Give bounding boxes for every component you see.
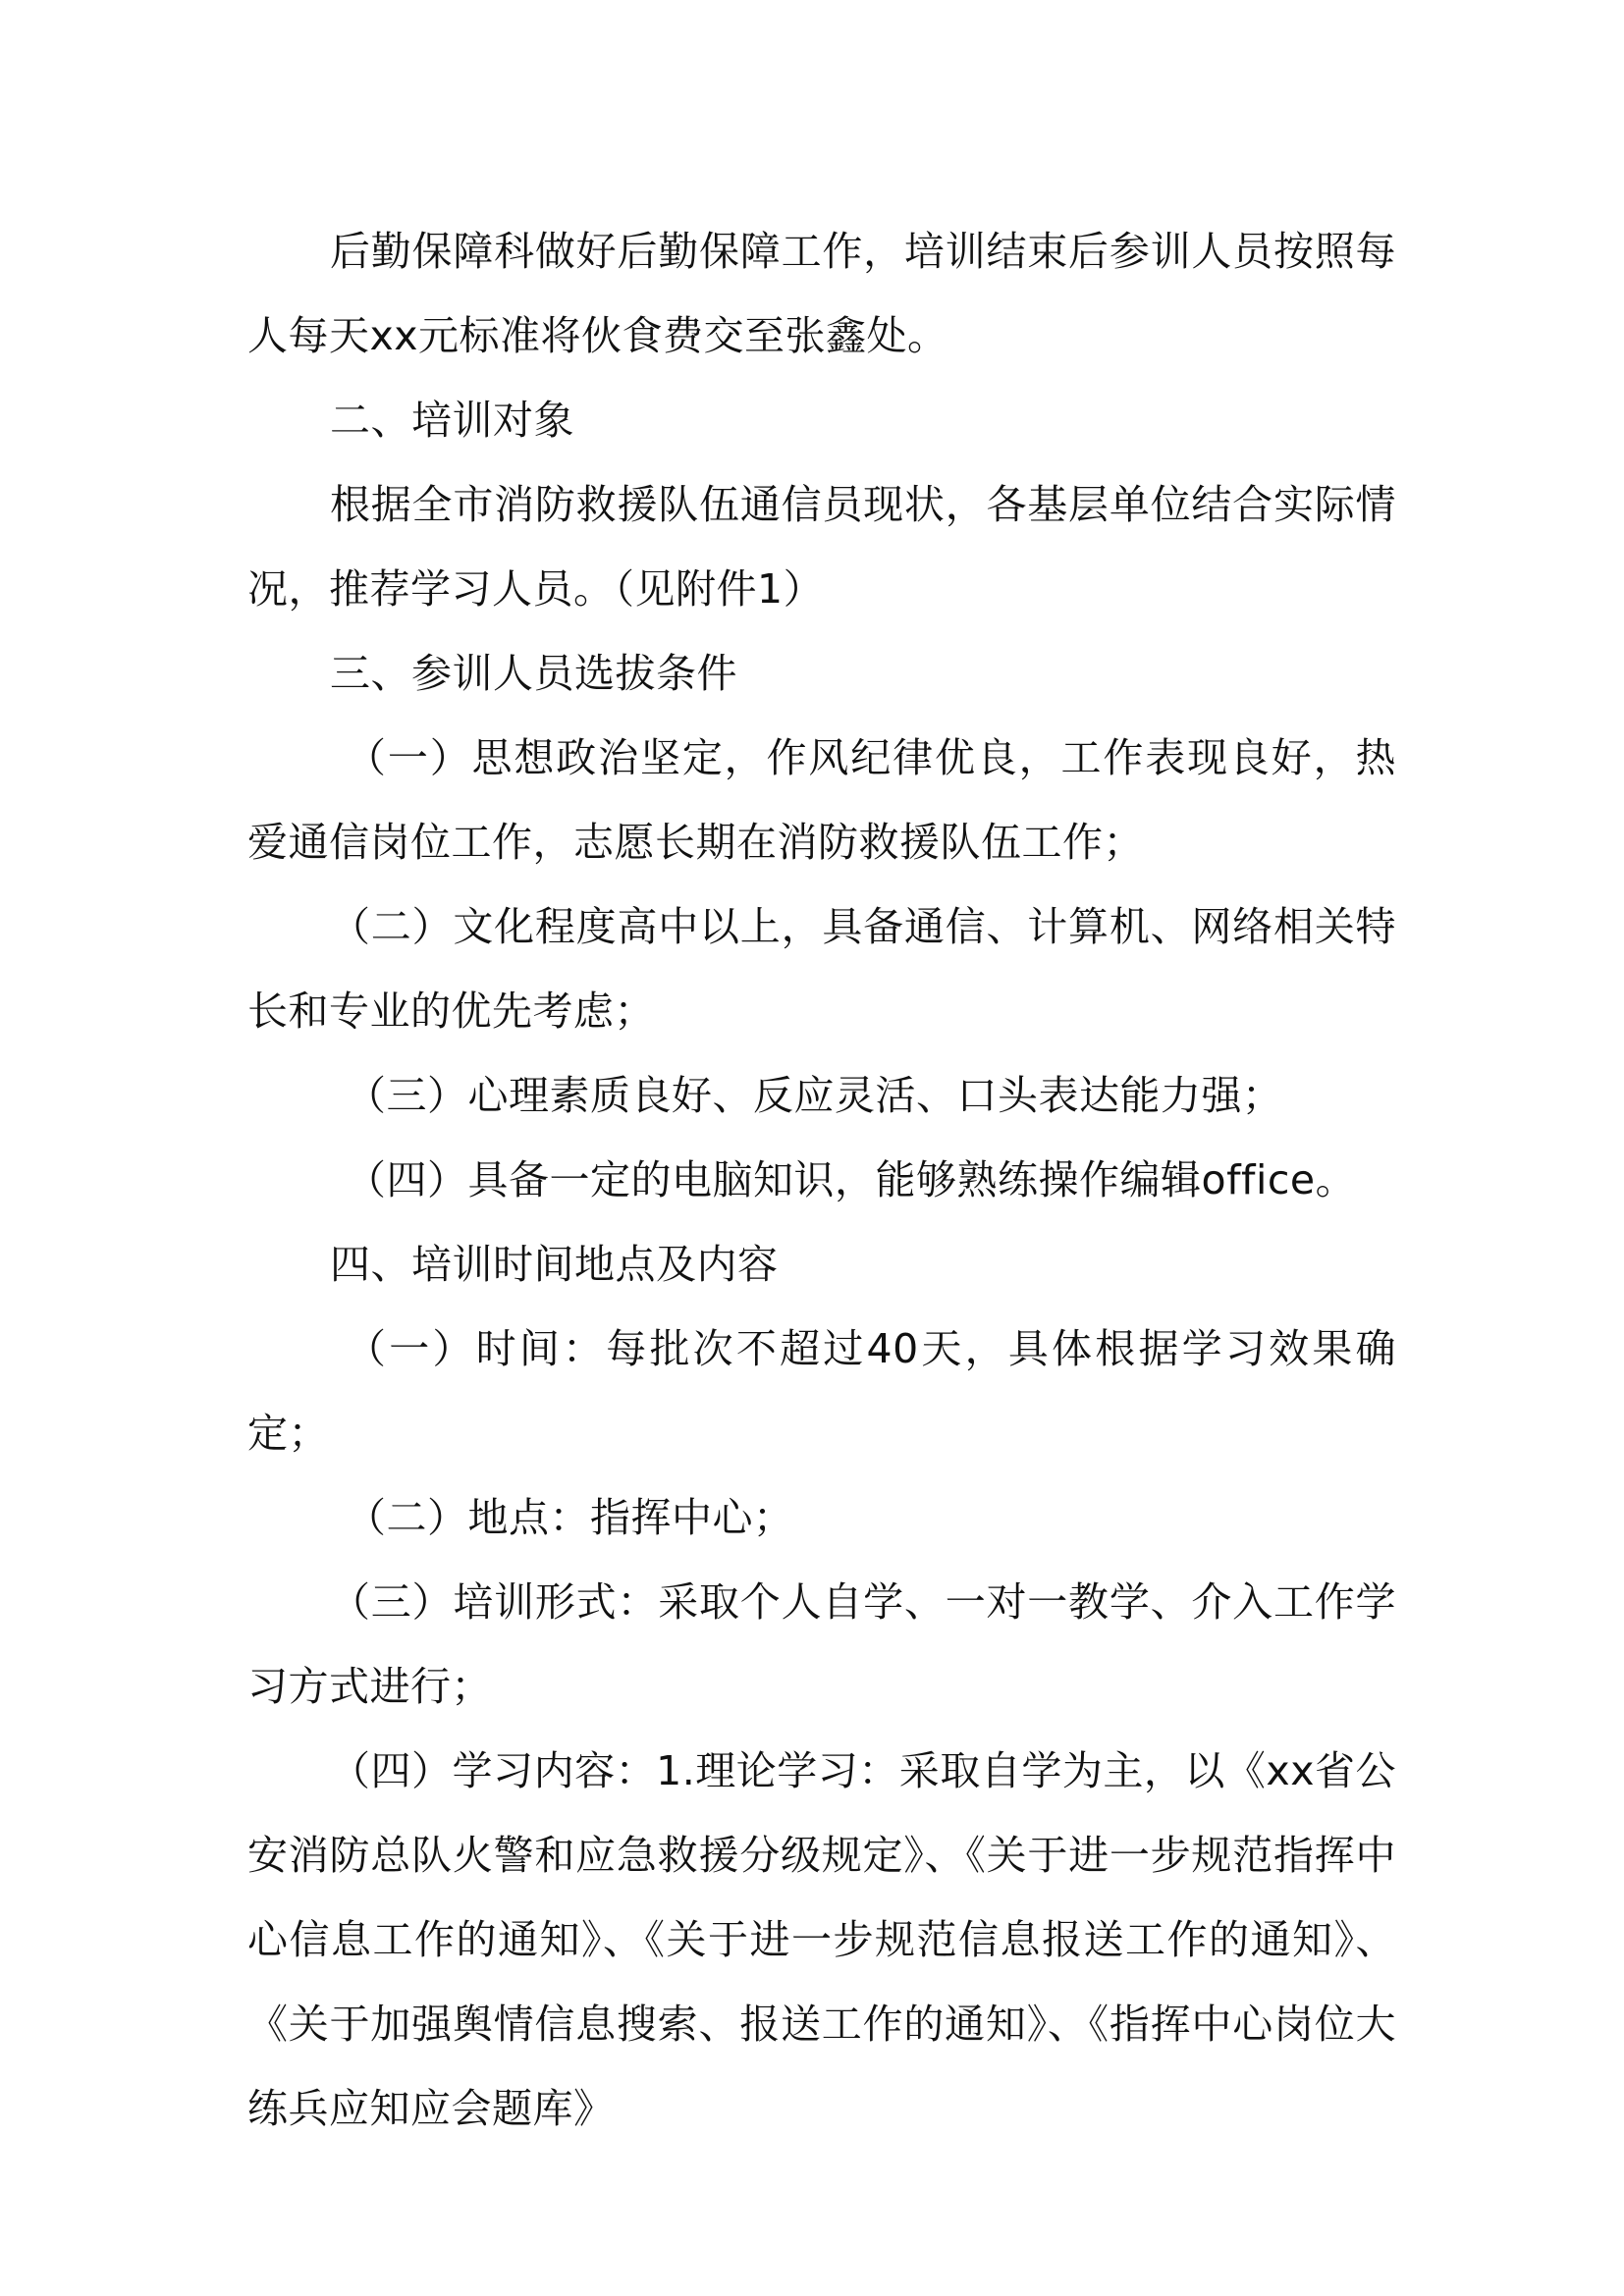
paragraph-content: （四）学习内容：1.理论学习：采取自学为主，以《xx省公安消防总队火警和应急救援分级规定》、《关于进一步规范指挥中心信息工作的通知》、《关于进一步规范信息报送工作的通知》、《关于加强舆情信息搜索、报送工作的通知》、《指挥中心岗位大练兵应知应会题库》 [247,1747,1396,2132]
heading-selection-criteria: 三、参训人员选拔条件 [330,650,737,697]
paragraph-targets-detail: 根据全市消防救援队伍通信员现状，各基层单位结合实际情况，推荐学习人员。（见附件1） [247,481,1396,613]
heading-training-targets: 二、培训对象 [330,397,574,444]
paragraph-time: （一）时间：每批次不超过40天，具体根据学习效果确定； [247,1325,1396,1457]
paragraph-logistics: 后勤保障科做好后勤保障工作，培训结束后参训人员按照每人每天xx元标准将伙食费交至张鑫处。 [247,228,1396,359]
heading-time-place-content: 四、培训时间地点及内容 [330,1241,779,1288]
document-page [247,209,1396,2151]
paragraph-criteria-1: （一）思想政治坚定，作风纪律优良，工作表现良好，热爱通信岗位工作，志愿长期在消防救援队伍工作； [247,734,1396,866]
paragraph-criteria-4: （四）具备一定的电脑知识，能够熟练操作编辑office。 [346,1156,1357,1203]
paragraph-criteria-2: （二）文化程度高中以上，具备通信、计算机、网络相关特长和专业的优先考虑； [247,903,1396,1035]
paragraph-format: （三）培训形式：采取个人自学、一对一教学、介入工作学习方式进行； [247,1578,1396,1710]
paragraph-place: （二）地点：指挥中心； [346,1494,794,1541]
paragraph-criteria-3: （三）心理素质良好、反应灵活、口头表达能力强； [346,1072,1283,1119]
